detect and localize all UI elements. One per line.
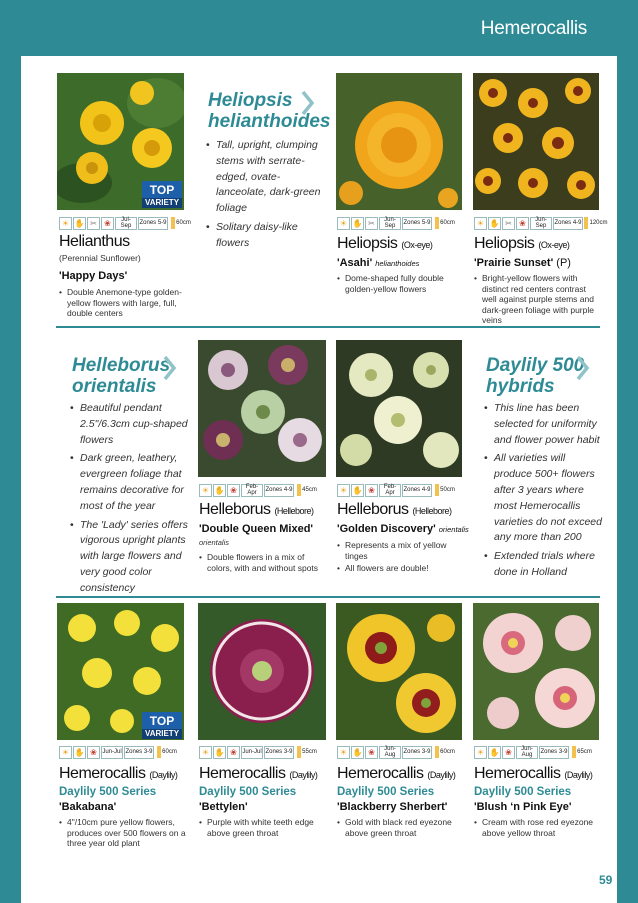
page-title: Hemerocallis [480, 18, 587, 39]
sun-icon: ☀ [474, 217, 487, 230]
product-variety: 'Happy Days' [59, 270, 128, 282]
scissors-icon: ✂ [502, 217, 515, 230]
flower-icon: ❀ [227, 746, 240, 759]
flower-icon: ❀ [365, 484, 378, 497]
list-item: • Bright-yellow flowers with distinct red centers contrast well against purple stems and dark-green foliage with purple veins [474, 273, 598, 326]
feature-title: Helleborus orientalis [72, 355, 171, 397]
hemerocallis-blush-pink-eye-photo [473, 603, 599, 740]
product-variety: 'Blackberry Sherbert' [337, 801, 448, 813]
bloom-months: Jun-Aug [379, 746, 401, 759]
feature-bullets [484, 401, 602, 584]
product-genus: Hemerocallis (Daylily) [199, 765, 318, 782]
heliopsis-prairie-sunset-photo [473, 73, 599, 210]
hardiness-zones: Zones 3-9 [402, 746, 432, 759]
product-common-name: (Perennial Sunflower) [59, 253, 141, 263]
product-series: Daylily 500 Series [199, 786, 297, 798]
flower-icon: ❀ [502, 746, 515, 759]
right-color-band [617, 0, 638, 903]
flower-icon: ❀ [87, 746, 100, 759]
hardiness-zones: Zones 3-9 [264, 746, 294, 759]
flower-icon: ❀ [365, 746, 378, 759]
height-bar-icon [435, 217, 439, 229]
hardiness-zones: Zones 4-9 [264, 484, 294, 497]
bloom-months: Feb-Apr [241, 484, 263, 497]
plant-height: 60cm [433, 746, 457, 759]
product-genus: Helleborus (Hellebore) [337, 501, 452, 518]
product-variety: 'Bettylen' [199, 801, 248, 813]
sun-icon: ☀ [199, 484, 212, 497]
product-bullets [337, 540, 462, 576]
attribute-icons [199, 745, 319, 759]
bloom-months: Jun-Aug [516, 746, 538, 759]
page-header [21, 0, 617, 56]
feature-bullets [70, 401, 192, 600]
list-item: • 4"/10cm pure yellow flowers, produces over 500 flowers on a three year old plant [59, 817, 186, 849]
attribute-icons [474, 216, 608, 230]
product-genus: Helianthus [59, 233, 130, 250]
attribute-icons [59, 745, 179, 759]
attribute-icons [337, 216, 457, 230]
bloom-months: Jun-Jul [101, 746, 123, 759]
product-variety: 'Prairie Sunset' (P) [474, 257, 571, 269]
list-item: • The 'Lady' series offers vigorous upright plants with large flowers and very good color consistency [70, 518, 192, 597]
bloom-months: Feb-Apr [379, 484, 401, 497]
plant-height: 50cm [433, 484, 457, 497]
scissors-icon: ✂ [365, 217, 378, 230]
attribute-icons [474, 745, 594, 759]
sun-icon: ☀ [337, 217, 350, 230]
list-item: • Tall, upright, clumping stems with serrate-edged, ovate-lanceolate, dark-green foliage [206, 138, 328, 217]
height-bar-icon [435, 746, 439, 758]
hand-icon: ✋ [489, 747, 500, 757]
feature-title: Daylily 500 hybrids [486, 355, 585, 397]
attribute-icons [337, 483, 457, 497]
product-bullets [199, 552, 324, 575]
product-bullets [337, 273, 459, 296]
list-item: • Gold with black red eyezone above green throat [337, 817, 463, 838]
helleborus-double-queen-photo [198, 340, 326, 477]
product-genus: Hemerocallis (Daylily) [474, 765, 593, 782]
product-latin: orientalis [199, 538, 230, 547]
product-bullets [474, 273, 598, 328]
plant-height: 45cm [295, 484, 319, 497]
top-variety-badge: TOP VARIETY [142, 181, 182, 207]
height-bar-icon [157, 746, 161, 758]
list-item: • Dark green, leathery, evergreen foliage that remains decorative for most of the year [70, 451, 192, 514]
hardiness-zones: Zones 5-9 [402, 217, 432, 230]
sun-icon: ☀ [337, 746, 350, 759]
plant-height: 55cm [295, 746, 319, 759]
hardiness-zones: Zones 4-9 [402, 484, 432, 497]
list-item: • This line has been selected for uniformity and flower power habit [484, 401, 602, 448]
attribute-icons [337, 745, 457, 759]
bloom-months: Jun-Sep [379, 217, 401, 230]
height-bar-icon [572, 746, 576, 758]
feature-title: Heliopsis helianthoides [208, 90, 331, 132]
plant-height: 60cm [433, 217, 457, 230]
product-bullets [474, 817, 598, 840]
feature-bullets [206, 138, 328, 255]
product-bullets [199, 817, 324, 840]
product-bullets [337, 817, 463, 840]
height-bar-icon [584, 217, 588, 229]
hand-icon: ✋ [74, 218, 85, 228]
product-variety: 'Blush ‘n Pink Eye' [474, 801, 572, 813]
sun-icon: ☀ [337, 484, 350, 497]
bloom-months: Jun-Jul [241, 746, 263, 759]
flower-icon: ❀ [101, 217, 114, 230]
hand-icon: ✋ [489, 218, 500, 228]
list-item: • Cream with rose red eyezone above yellow throat [474, 817, 598, 838]
list-item: • Extended trials where done in Holland [484, 549, 602, 581]
plant-height: 60cm [155, 746, 179, 759]
plant-height: 120cm [584, 217, 608, 230]
product-variety: 'Double Queen Mixed' [199, 523, 314, 535]
hardiness-zones: Zones 3-9 [539, 746, 569, 759]
hardiness-zones: Zones 5-9 [138, 217, 168, 230]
sun-icon: ☀ [59, 746, 72, 759]
top-variety-badge: TOP VARIETY [142, 712, 182, 738]
product-genus: Helleborus (Hellebore) [199, 501, 314, 518]
chevron-right-icon [163, 355, 177, 381]
product-variety: 'Asahi' helianthoides [337, 257, 420, 269]
attribute-icons [59, 216, 193, 230]
list-item: • Purple with white teeth edge above green throat [199, 817, 324, 838]
helleborus-golden-discovery-photo [336, 340, 462, 477]
list-item: • All flowers are double! [337, 563, 462, 574]
hemerocallis-blackberry-sherbert-photo [336, 603, 462, 740]
plant-height: 65cm [570, 746, 594, 759]
hand-icon: ✋ [214, 485, 225, 495]
product-genus: Hemerocallis (Daylily) [59, 765, 178, 782]
bloom-months: Jul-Sep [115, 217, 137, 230]
hand-icon: ✋ [352, 218, 363, 228]
attribute-icons [199, 483, 319, 497]
product-series: Daylily 500 Series [59, 786, 157, 798]
hand-icon: ✋ [352, 485, 363, 495]
list-item: • Solitary daisy-like flowers [206, 220, 328, 252]
plant-height: 60cm [169, 217, 193, 230]
chevron-right-icon [301, 90, 315, 116]
product-genus: Hemerocallis (Daylily) [337, 765, 456, 782]
scissors-icon: ✂ [87, 217, 100, 230]
hand-icon: ✋ [74, 747, 85, 757]
hardiness-zones: Zones 3-9 [124, 746, 154, 759]
product-bullets [59, 817, 186, 851]
product-series: Daylily 500 Series [474, 786, 572, 798]
height-bar-icon [297, 746, 301, 758]
hemerocallis-bettylen-photo [198, 603, 326, 740]
list-item: • All varieties will produce 500+ flowers after 3 years where most Hemerocallis varieties do not exceed any more than 200 [484, 451, 602, 546]
list-item: • Double flowers in a mix of colors, with and without spots [199, 552, 324, 573]
page-number: 59 [599, 873, 613, 887]
product-bullets [59, 287, 187, 321]
list-item: • Represents a mix of yellow tinges [337, 540, 462, 561]
height-bar-icon [435, 484, 439, 496]
product-variety: 'Bakabana' [59, 801, 117, 813]
list-item: • Beautiful pendant 2.5"/6.3cm cup-shaped flowers [70, 401, 192, 448]
hand-icon: ✋ [214, 747, 225, 757]
sun-icon: ☀ [199, 746, 212, 759]
chevron-right-icon [576, 355, 590, 381]
heliopsis-asahi-photo [336, 73, 462, 210]
height-bar-icon [297, 484, 301, 496]
product-series: Daylily 500 Series [337, 786, 435, 798]
list-item: • Double Anemone-type golden-yellow flowers with large, full, double centers [59, 287, 187, 319]
product-genus: Heliopsis (Ox-eye) [474, 235, 570, 252]
left-color-band [0, 0, 21, 903]
product-variety: 'Golden Discovery' orientalis [337, 523, 469, 535]
sun-icon: ☀ [474, 746, 487, 759]
hand-icon: ✋ [352, 747, 363, 757]
product-genus: Heliopsis (Ox-eye) [337, 235, 433, 252]
height-bar-icon [171, 217, 175, 229]
hardiness-zones: Zones 4-9 [553, 217, 583, 230]
flower-icon: ❀ [227, 484, 240, 497]
list-item: • Dome-shaped fully double golden-yellow flowers [337, 273, 459, 294]
sun-icon: ☀ [59, 217, 72, 230]
bloom-months: Jun-Sep [530, 217, 552, 230]
flower-icon: ❀ [516, 217, 529, 230]
